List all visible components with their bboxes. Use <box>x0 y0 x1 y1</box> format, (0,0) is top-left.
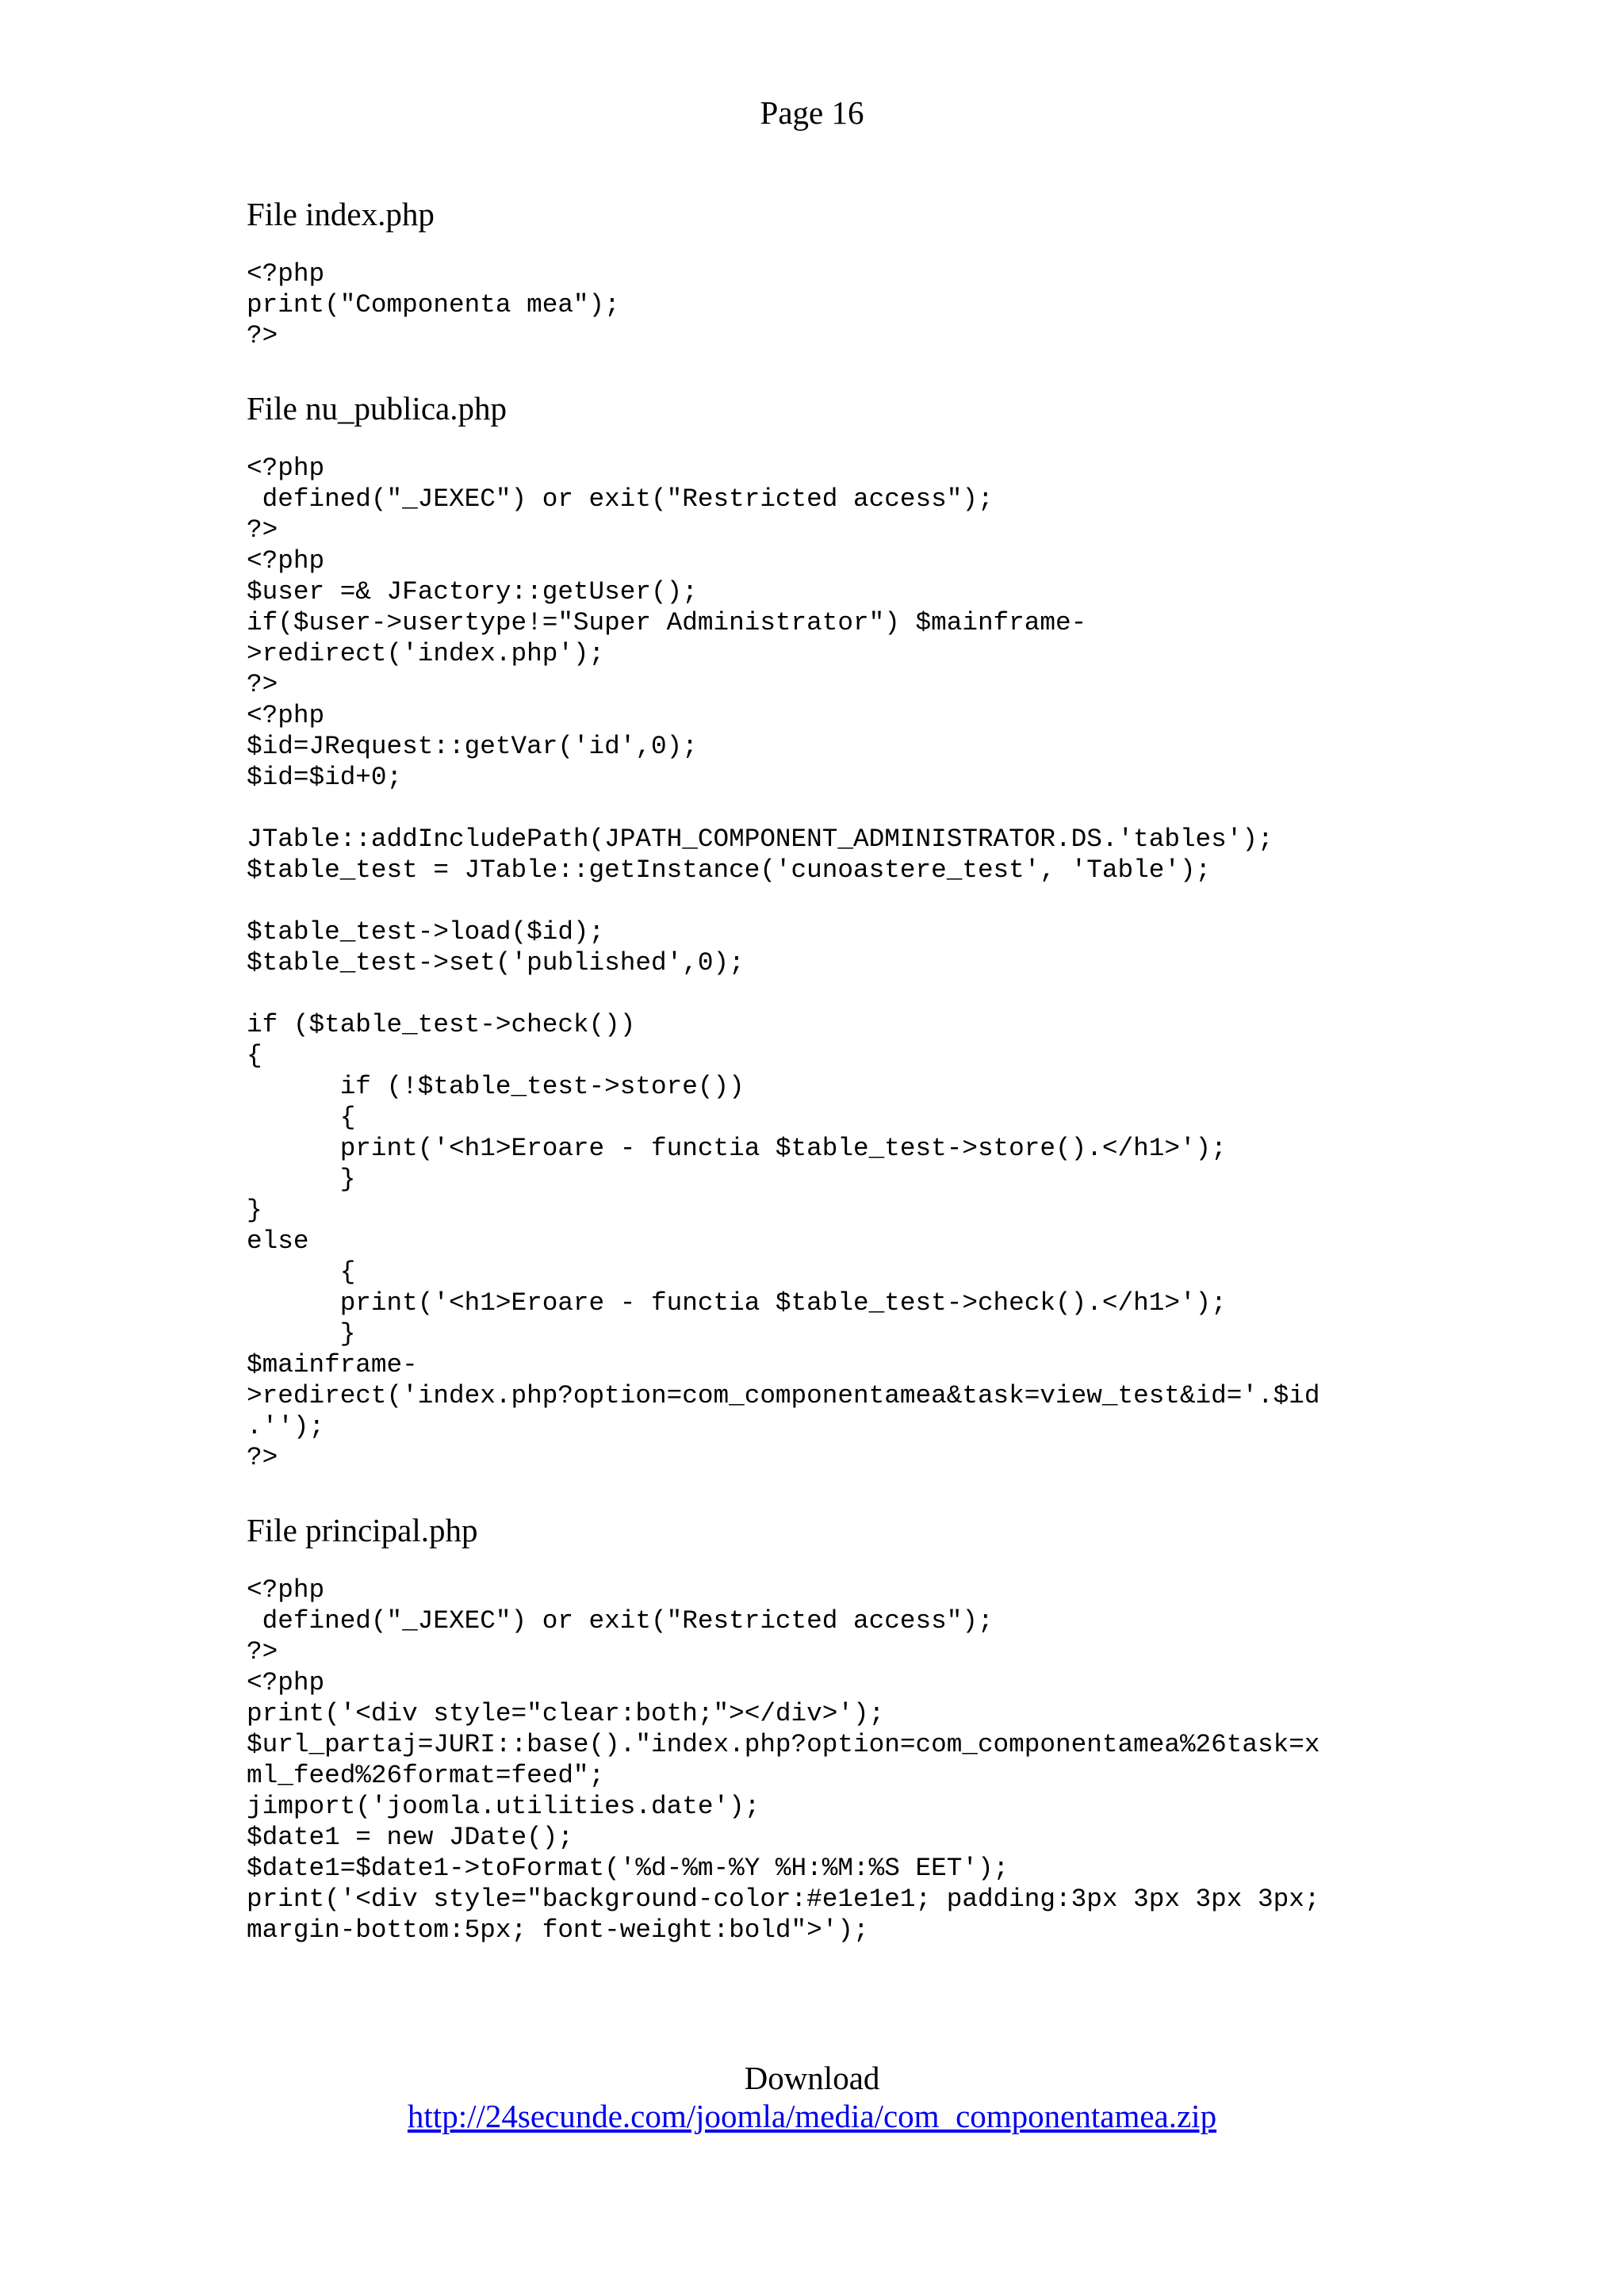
code-line: else <box>247 1226 309 1256</box>
code-block <box>247 258 1396 351</box>
section-heading: File nu_publica.php <box>247 390 507 427</box>
code-line: <?php <box>247 453 325 483</box>
code-line: ?> <box>247 1637 278 1667</box>
code-line: $table_test = JTable::getInstance('cunoastere_test', 'Table'); <box>247 855 1212 885</box>
code-line: { <box>247 1041 262 1070</box>
document-body <box>247 195 1396 1984</box>
code-line: $table_test->load($id); <box>247 917 605 947</box>
download-link[interactable]: http://24secunde.com/joomla/media/com_componentamea.zip <box>407 2098 1217 2134</box>
download-label: Download <box>744 2060 880 2096</box>
code-line: <?php <box>247 546 325 576</box>
section-nu-publica-php <box>247 389 1396 1473</box>
code-line: { <box>247 1257 356 1287</box>
code-line: if($user->usertype!="Super Administrator") $mainframe- <box>247 608 1087 637</box>
code-line: ?> <box>247 321 278 350</box>
code-line: $table_test->set('published',0); <box>247 948 745 978</box>
code-line: <?php <box>247 1668 325 1697</box>
code-line: .''); <box>247 1412 325 1441</box>
code-line: print('<h1>Eroare - functia $table_test->check().</h1>'); <box>247 1288 1227 1318</box>
page-number: Page 16 <box>760 94 864 131</box>
section-heading: File index.php <box>247 196 435 232</box>
code-line: ?> <box>247 515 278 545</box>
code-line: $date1=$date1->toFormat('%d-%m-%Y %H:%M:%S EET'); <box>247 1854 1009 1883</box>
code-line <box>247 978 1396 1009</box>
section-index-php <box>247 195 1396 351</box>
code-line: print('<h1>Eroare - functia $table_test->store().</h1>'); <box>247 1134 1227 1163</box>
code-line: <?php <box>247 701 325 730</box>
code-line: jimport('joomla.utilities.date'); <box>247 1792 760 1821</box>
section-heading: File principal.php <box>247 1512 478 1548</box>
code-line: defined("_JEXEC") or exit("Restricted access"); <box>247 484 994 514</box>
code-line: $url_partaj=JURI::base()."index.php?option=com_componentamea%26task=x <box>247 1730 1320 1759</box>
code-line: $user =& JFactory::getUser(); <box>247 577 698 607</box>
code-line: >redirect('index.php'); <box>247 639 605 668</box>
code-line: ?> <box>247 1443 278 1472</box>
code-line: if ($table_test->check()) <box>247 1010 636 1039</box>
code-line: print("Componenta mea"); <box>247 290 620 320</box>
section-principal-php <box>247 1511 1396 1946</box>
code-line: ml_feed%26format=feed"; <box>247 1761 605 1790</box>
download-footer <box>0 2059 1624 2135</box>
code-line: $id=$id+0; <box>247 763 403 792</box>
code-block <box>247 453 1396 1473</box>
code-line: $mainframe- <box>247 1350 418 1380</box>
code-line: <?php <box>247 1575 325 1605</box>
code-line: $id=JRequest::getVar('id',0); <box>247 732 698 761</box>
code-line <box>247 793 1396 824</box>
code-line: } <box>247 1319 356 1349</box>
code-line: print('<div style="background-color:#e1e1e1; padding:3px 3px 3px 3px; <box>247 1885 1320 1914</box>
code-line: margin-bottom:5px; font-weight:bold">'); <box>247 1915 869 1945</box>
code-line <box>247 886 1396 916</box>
code-line: ?> <box>247 670 278 699</box>
code-line: defined("_JEXEC") or exit("Restricted access"); <box>247 1606 994 1636</box>
code-block <box>247 1575 1396 1946</box>
code-line: $date1 = new JDate(); <box>247 1823 573 1852</box>
code-line: } <box>247 1165 356 1194</box>
code-line: } <box>247 1196 262 1225</box>
code-line: if (!$table_test->store()) <box>247 1072 745 1101</box>
code-line: JTable::addIncludePath(JPATH_COMPONENT_ADMINISTRATOR.DS.'tables'); <box>247 825 1274 854</box>
code-line: print('<div style="clear:both;"></div>'); <box>247 1699 885 1728</box>
code-line: { <box>247 1103 356 1132</box>
code-line: <?php <box>247 259 325 289</box>
code-line: >redirect('index.php?option=com_componentamea&task=view_test&id='.$id <box>247 1381 1320 1410</box>
